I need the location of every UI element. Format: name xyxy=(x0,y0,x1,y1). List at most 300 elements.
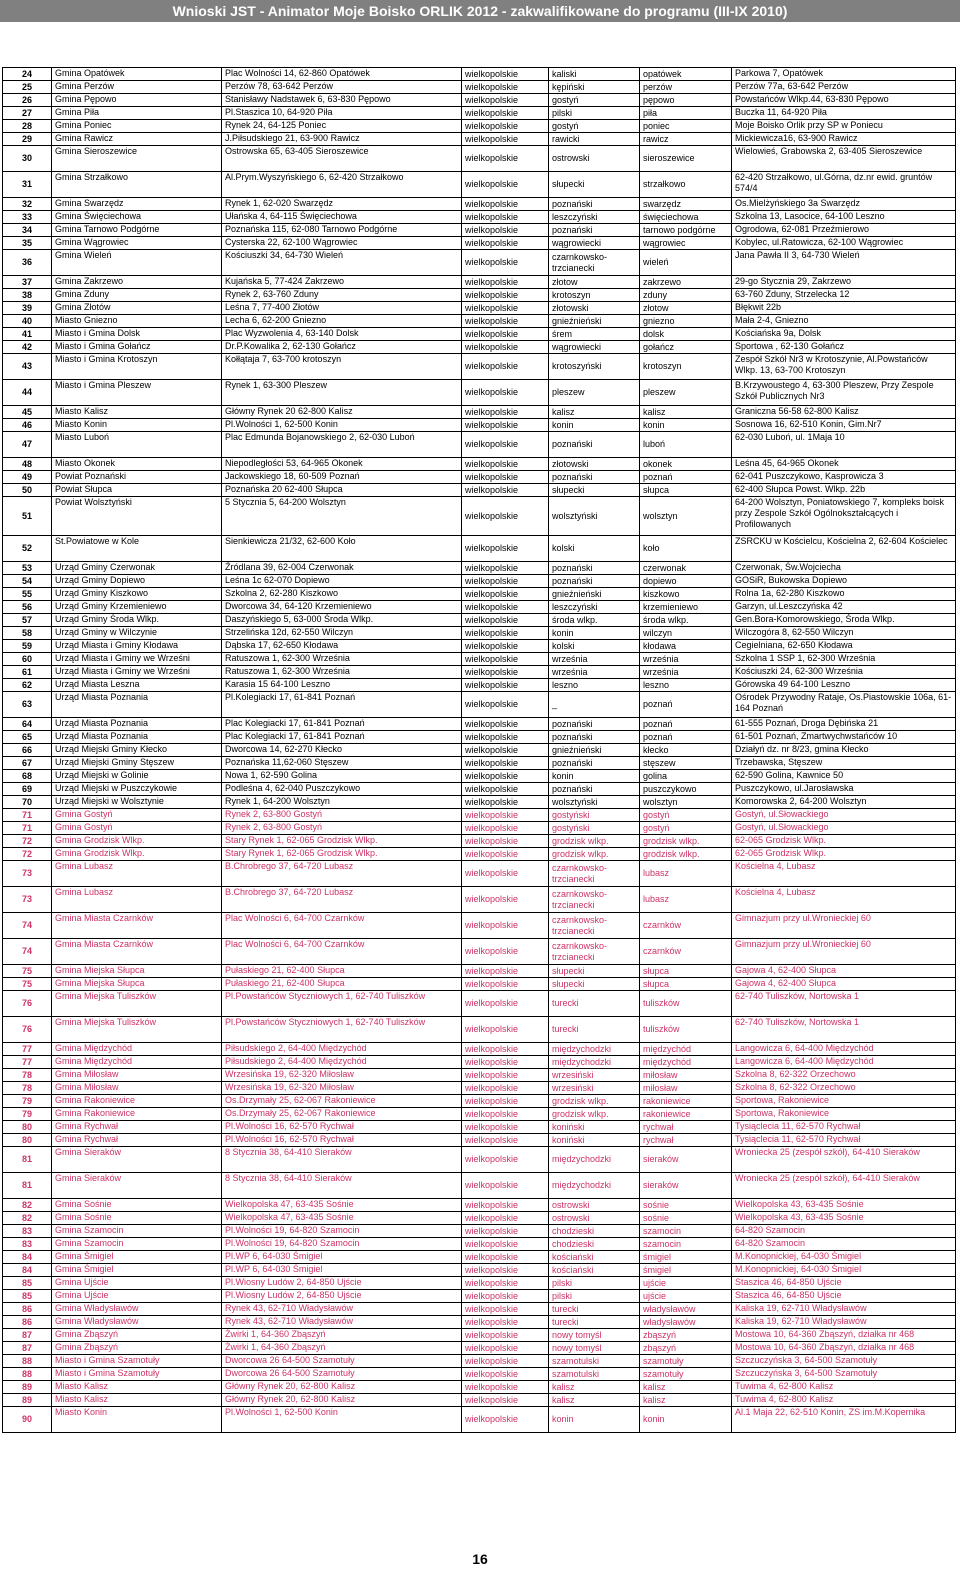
municipality: dopiewo xyxy=(640,575,732,588)
applicant-name: Gmina Sośnie xyxy=(52,1212,222,1225)
applicant-address: Ostrowska 65, 63-405 Sieroszewice xyxy=(222,146,462,172)
county: kalisz xyxy=(549,406,640,419)
pitch-location: Buczka 11, 64-920 Piła xyxy=(732,107,956,120)
county: złotowski xyxy=(549,302,640,315)
row-number: 55 xyxy=(3,588,52,601)
county: turecki xyxy=(549,1303,640,1316)
municipality: rakoniewice xyxy=(640,1095,732,1108)
table-row xyxy=(3,315,956,328)
pitch-location: Wroniecka 25 (zespół szkół), 64-410 Sieraków xyxy=(732,1147,956,1173)
pitch-location: Kaliska 19, 62-710 Władysławów xyxy=(732,1303,956,1316)
applicant-name: Miasto i Gmina Szamotuły xyxy=(52,1368,222,1381)
municipality: puszczykowo xyxy=(640,783,732,796)
table-row xyxy=(3,237,956,250)
table-row xyxy=(3,302,956,315)
table-row xyxy=(3,380,956,406)
row-number: 49 xyxy=(3,471,52,484)
county: poznański xyxy=(549,575,640,588)
county: ostrowski xyxy=(549,1212,640,1225)
row-number: 51 xyxy=(3,497,52,536)
applicant-name: Urząd Gminy Czerwonak xyxy=(52,562,222,575)
municipality: zbąszyń xyxy=(640,1342,732,1355)
applicant-name: Gmina Gostyń xyxy=(52,822,222,835)
municipality: wągrowiec xyxy=(640,237,732,250)
applicant-address: Leśna 1c 62-070 Dopiewo xyxy=(222,575,462,588)
applicant-name: Gmina Miejska Tuliszków xyxy=(52,1017,222,1043)
voivodeship: wielkopolskie xyxy=(462,1407,549,1433)
county: pilski xyxy=(549,1290,640,1303)
voivodeship: wielkopolskie xyxy=(462,1368,549,1381)
county: grodzisk wlkp. xyxy=(549,1095,640,1108)
applicant-address: Stary Rynek 1, 62-065 Grodzisk Wlkp. xyxy=(222,848,462,861)
pitch-location: Langowicza 6, 64-400 Międzychód xyxy=(732,1056,956,1069)
voivodeship: wielkopolskie xyxy=(462,237,549,250)
voivodeship: wielkopolskie xyxy=(462,614,549,627)
row-number: 65 xyxy=(3,731,52,744)
voivodeship: wielkopolskie xyxy=(462,1355,549,1368)
voivodeship: wielkopolskie xyxy=(462,1303,549,1316)
pitch-location: Kaliska 19, 62-710 Władysławów xyxy=(732,1316,956,1329)
row-number: 85 xyxy=(3,1277,52,1290)
applicant-name: Gmina Miłosław xyxy=(52,1069,222,1082)
voivodeship: wielkopolskie xyxy=(462,1316,549,1329)
row-number: 24 xyxy=(3,68,52,81)
applicant-name: Gmina Śmigiel xyxy=(52,1264,222,1277)
county: ostrowski xyxy=(549,146,640,172)
table-row xyxy=(3,146,956,172)
county: międzychodzki xyxy=(549,1056,640,1069)
pitch-location: Parkowa 7, Opatówek xyxy=(732,68,956,81)
row-number: 45 xyxy=(3,406,52,419)
table-row xyxy=(3,94,956,107)
county: pilski xyxy=(549,107,640,120)
municipality: sośnie xyxy=(640,1212,732,1225)
pitch-location: Gimnazjum przy ul.Wronieckiej 60 xyxy=(732,939,956,965)
table-row xyxy=(3,796,956,809)
applicant-name: Urząd Miejski Gminy Stęszew xyxy=(52,757,222,770)
applicant-address: Kołłątaja 7, 63-700 krotoszyn xyxy=(222,354,462,380)
table-row xyxy=(3,1290,956,1303)
applicant-name: Gmina Lubasz xyxy=(52,861,222,887)
applicant-address: Pl.Staszica 10, 64-920 Piła xyxy=(222,107,462,120)
applicant-address: Stanisławy Nadstawek 6, 63-830 Pępowo xyxy=(222,94,462,107)
municipality: rakoniewice xyxy=(640,1108,732,1121)
pitch-location: GOSiR, Bukowska Dopiewo xyxy=(732,575,956,588)
voivodeship: wielkopolskie xyxy=(462,1121,549,1134)
applicant-name: Gmina Sieroszewice xyxy=(52,146,222,172)
applicant-address: Rynek 43, 62-710 Władysławów xyxy=(222,1316,462,1329)
applicant-address: Rynek 1, 62-020 Swarzędz xyxy=(222,198,462,211)
table-row xyxy=(3,341,956,354)
applicant-name: Gmina Tarnowo Podgórne xyxy=(52,224,222,237)
pitch-location: Komorowska 2, 64-200 Wolsztyn xyxy=(732,796,956,809)
pitch-location: Sportowa, Rakoniewice xyxy=(732,1108,956,1121)
county: wrzesiński xyxy=(549,1082,640,1095)
row-number: 38 xyxy=(3,289,52,302)
applicant-address: Żwirki 1, 64-360 Zbąszyń xyxy=(222,1329,462,1342)
applicant-name: Gmina Śmigiel xyxy=(52,1251,222,1264)
table-row xyxy=(3,601,956,614)
row-number: 37 xyxy=(3,276,52,289)
applicant-name: Urząd Miasta i Gminy we Wrześni xyxy=(52,653,222,666)
municipality: poznań xyxy=(640,718,732,731)
voivodeship: wielkopolskie xyxy=(462,744,549,757)
table-row xyxy=(3,1108,956,1121)
table-row xyxy=(3,406,956,419)
voivodeship: wielkopolskie xyxy=(462,146,549,172)
applicant-address: Plac Kolegiacki 17, 61-841 Poznań xyxy=(222,731,462,744)
table-row xyxy=(3,1199,956,1212)
row-number: 59 xyxy=(3,640,52,653)
municipality: krzemieniewo xyxy=(640,601,732,614)
row-number: 82 xyxy=(3,1199,52,1212)
table-row xyxy=(3,1017,956,1043)
municipality: rawicz xyxy=(640,133,732,146)
municipality: sieraków xyxy=(640,1173,732,1199)
municipality: pleszew xyxy=(640,380,732,406)
table-row xyxy=(3,627,956,640)
row-number: 77 xyxy=(3,1043,52,1056)
applicant-name: Gmina Miejska Słupca xyxy=(52,965,222,978)
municipality: wilczyn xyxy=(640,627,732,640)
table-row xyxy=(3,1134,956,1147)
municipality: szamocin xyxy=(640,1238,732,1251)
table-row xyxy=(3,1316,956,1329)
applications-table xyxy=(2,67,956,1433)
applicant-address: Dworcowa 26 64-500 Szamotuły xyxy=(222,1368,462,1381)
row-number: 74 xyxy=(3,913,52,939)
pitch-location: 64-820 Szamocin xyxy=(732,1238,956,1251)
applicant-name: Gmina Władysławów xyxy=(52,1316,222,1329)
municipality: kłodawa xyxy=(640,640,732,653)
applicant-address: Pułaskiego 21, 62-400 Słupca xyxy=(222,965,462,978)
row-number: 73 xyxy=(3,887,52,913)
pitch-location: 63-760 Zduny, Strzelecka 12 xyxy=(732,289,956,302)
applicant-address: Plac Wolności 14, 62-860 Opatówek xyxy=(222,68,462,81)
county: grodzisk wlkp. xyxy=(549,1108,640,1121)
voivodeship: wielkopolskie xyxy=(462,1199,549,1212)
row-number: 79 xyxy=(3,1108,52,1121)
voivodeship: wielkopolskie xyxy=(462,1225,549,1238)
table-row xyxy=(3,692,956,718)
county: poznański xyxy=(549,432,640,458)
row-number: 83 xyxy=(3,1225,52,1238)
table-row xyxy=(3,81,956,94)
voivodeship: wielkopolskie xyxy=(462,1082,549,1095)
municipality: swarzędz xyxy=(640,198,732,211)
county: turecki xyxy=(549,991,640,1017)
applicant-name: Urząd Miasta i Gminy we Wrześni xyxy=(52,666,222,679)
voivodeship: wielkopolskie xyxy=(462,653,549,666)
row-number: 73 xyxy=(3,861,52,887)
county: kalisz xyxy=(549,1381,640,1394)
applicant-address: Ratuszowa 1, 62-300 Września xyxy=(222,653,462,666)
table-row xyxy=(3,822,956,835)
municipality: grodzisk wlkp. xyxy=(640,848,732,861)
county: nowy tomyśl xyxy=(549,1342,640,1355)
voivodeship: wielkopolskie xyxy=(462,978,549,991)
applicant-name: Gmina Rakoniewice xyxy=(52,1108,222,1121)
applicant-address: Wrzesińska 19, 62-320 Miłosław xyxy=(222,1069,462,1082)
applicant-address: 8 Stycznia 38, 64-410 Sieraków xyxy=(222,1173,462,1199)
county: wągrowiecki xyxy=(549,237,640,250)
applicant-address: Pl.WP 6, 64-030 Śmigiel xyxy=(222,1264,462,1277)
applicant-address: B.Chrobrego 37, 64-720 Lubasz xyxy=(222,887,462,913)
pitch-location: Powstańców Wlkp.44, 63-830 Pępowo xyxy=(732,94,956,107)
row-number: 61 xyxy=(3,666,52,679)
voivodeship: wielkopolskie xyxy=(462,1238,549,1251)
applicant-address: Rynek 2, 63-800 Gostyń xyxy=(222,809,462,822)
voivodeship: wielkopolskie xyxy=(462,770,549,783)
municipality: rychwał xyxy=(640,1134,732,1147)
applicant-name: Gmina Rakoniewice xyxy=(52,1095,222,1108)
voivodeship: wielkopolskie xyxy=(462,692,549,718)
applicant-name: Gmina Zbąszyń xyxy=(52,1342,222,1355)
pitch-location: Kościańska 9a, Dolsk xyxy=(732,328,956,341)
municipality: tuliszków xyxy=(640,991,732,1017)
municipality: zbąszyń xyxy=(640,1329,732,1342)
applicant-name: Gmina Grodzisk Wlkp. xyxy=(52,835,222,848)
pitch-location: Tysiąclecia 11, 62-570 Rychwał xyxy=(732,1121,956,1134)
pitch-location: Gimnazjum przy ul.Wronieckiej 60 xyxy=(732,913,956,939)
applicant-name: Miasto i Gmina Pleszew xyxy=(52,380,222,406)
applicant-address: Strzelińska 12d, 62-550 Wilczyn xyxy=(222,627,462,640)
applicant-address: Plac Edmunda Bojanowskiego 2, 62-030 Luboń xyxy=(222,432,462,458)
pitch-location: 64-820 Szamocin xyxy=(732,1225,956,1238)
pitch-location: Mostowa 10, 64-360 Zbąszyń, działka nr 468 xyxy=(732,1342,956,1355)
table-row xyxy=(3,1368,956,1381)
row-number: 40 xyxy=(3,315,52,328)
municipality: kalisz xyxy=(640,1394,732,1407)
applicant-address: J.Piłsudskiego 21, 63-900 Rawicz xyxy=(222,133,462,146)
pitch-location: 29-go Stycznia 29, Zakrzewo xyxy=(732,276,956,289)
applicant-name: Gmina Miejska Tuliszków xyxy=(52,991,222,1017)
row-number: 78 xyxy=(3,1069,52,1082)
voivodeship: wielkopolskie xyxy=(462,1277,549,1290)
applicant-name: Urząd Gminy Kiszkowo xyxy=(52,588,222,601)
applicant-address: Kościuszki 34, 64-730 Wieleń xyxy=(222,250,462,276)
applicant-address: Daszyńskiego 5, 63-000 Środa Wlkp. xyxy=(222,614,462,627)
voivodeship: wielkopolskie xyxy=(462,1043,549,1056)
table-row xyxy=(3,1342,956,1355)
applicant-address: Karasia 15 64-100 Leszno xyxy=(222,679,462,692)
table-row xyxy=(3,1043,956,1056)
row-number: 81 xyxy=(3,1147,52,1173)
pitch-location: Szczuczyńska 3, 64-500 Szamotuły xyxy=(732,1355,956,1368)
applicant-name: Miasto Kalisz xyxy=(52,406,222,419)
county: konin xyxy=(549,770,640,783)
pitch-location: Mickiewicza16, 63-900 Rawicz xyxy=(732,133,956,146)
voivodeship: wielkopolskie xyxy=(462,198,549,211)
row-number: 53 xyxy=(3,562,52,575)
applicant-address: Cysterska 22, 62-100 Wągrowiec xyxy=(222,237,462,250)
municipality: konin xyxy=(640,419,732,432)
county: poznański xyxy=(549,562,640,575)
applicant-address: Główny Rynek 20, 62-800 Kalisz xyxy=(222,1381,462,1394)
voivodeship: wielkopolskie xyxy=(462,133,549,146)
table-row xyxy=(3,224,956,237)
table-row xyxy=(3,965,956,978)
voivodeship: wielkopolskie xyxy=(462,419,549,432)
table-row xyxy=(3,276,956,289)
pitch-location: Czerwonak, Św.Wojciecha xyxy=(732,562,956,575)
pitch-location: Graniczna 56-58 62-800 Kalisz xyxy=(732,406,956,419)
applicant-address: Pl.Wolności 19, 64-820 Szamocin xyxy=(222,1238,462,1251)
pitch-location: 62-740 Tuliszków, Nortowska 1 xyxy=(732,991,956,1017)
county: turecki xyxy=(549,1017,640,1043)
table-row xyxy=(3,1212,956,1225)
pitch-location: 61-501 Poznań, Zmartwychwstańców 10 xyxy=(732,731,956,744)
municipality: stęszew xyxy=(640,757,732,770)
pitch-location: 62-065 Grodzisk Wlkp. xyxy=(732,848,956,861)
applicant-name: Powiat Wolsztyński xyxy=(52,497,222,536)
pitch-location: Wielowieś, Grabowska 2, 63-405 Sieroszewice xyxy=(732,146,956,172)
municipality: środa wlkp. xyxy=(640,614,732,627)
county: czarnkowsko-trzcianecki xyxy=(549,939,640,965)
applicant-address: Szkolna 2, 62-280 Kiszkowo xyxy=(222,588,462,601)
table-row xyxy=(3,354,956,380)
applicant-address: Plac Wolności 6, 64-700 Czarnków xyxy=(222,913,462,939)
voivodeship: wielkopolskie xyxy=(462,887,549,913)
table-row xyxy=(3,484,956,497)
county: gostyński xyxy=(549,809,640,822)
municipality: poznań xyxy=(640,731,732,744)
pitch-location: Garzyn, ul.Leszczyńska 42 xyxy=(732,601,956,614)
applicant-name: Miasto Konin xyxy=(52,419,222,432)
row-number: 74 xyxy=(3,939,52,965)
voivodeship: wielkopolskie xyxy=(462,81,549,94)
table-row xyxy=(3,419,956,432)
county: międzychodzki xyxy=(549,1043,640,1056)
voivodeship: wielkopolskie xyxy=(462,1147,549,1173)
applicant-name: Gmina Szamocin xyxy=(52,1238,222,1251)
municipality: golina xyxy=(640,770,732,783)
county: gnieźnieński xyxy=(549,588,640,601)
applicant-name: Miasto Kalisz xyxy=(52,1381,222,1394)
voivodeship: wielkopolskie xyxy=(462,1069,549,1082)
row-number: 27 xyxy=(3,107,52,120)
row-number: 66 xyxy=(3,744,52,757)
row-number: 52 xyxy=(3,536,52,562)
pitch-location: Rolna 1a, 62-280 Kiszkowo xyxy=(732,588,956,601)
county: września xyxy=(549,653,640,666)
applicant-address: Leśna 7, 77-400 Złotów xyxy=(222,302,462,315)
applicant-name: Gmina Piła xyxy=(52,107,222,120)
applicant-name: Miasto i Gmina Krotoszyn xyxy=(52,354,222,380)
applicant-name: Urząd Miejski w Golinie xyxy=(52,770,222,783)
pitch-location: M.Konopnickiej, 64-030 Śmigiel xyxy=(732,1264,956,1277)
table-row xyxy=(3,939,956,965)
pitch-location: Szkolna 8, 62-322 Orzechowo xyxy=(732,1069,956,1082)
table-row xyxy=(3,250,956,276)
municipality: śmigiel xyxy=(640,1264,732,1277)
table-row xyxy=(3,497,956,536)
county: konin xyxy=(549,419,640,432)
applicant-name: Gmina Rychwał xyxy=(52,1121,222,1134)
row-number: 39 xyxy=(3,302,52,315)
voivodeship: wielkopolskie xyxy=(462,991,549,1017)
applicant-name: Urząd Miejski w Wolsztynie xyxy=(52,796,222,809)
pitch-location: B.Krzywoustego 4, 63-300 Pleszew, Przy Zespole Szkół Publicznych Nr3 xyxy=(732,380,956,406)
pitch-location: Kościuszki 24, 62-300 Września xyxy=(732,666,956,679)
applicant-name: Powiat Słupca xyxy=(52,484,222,497)
pitch-location: 64-200 Wolsztyn, Poniatowskiego 7, kompleks boisk przy Zespole Szkół Ogólnokształcących i Profilowanych xyxy=(732,497,956,536)
table-row xyxy=(3,1264,956,1277)
county: słupecki xyxy=(549,172,640,198)
municipality: opatówek xyxy=(640,68,732,81)
applicant-name: Urząd Gminy w Wilczynie xyxy=(52,627,222,640)
county: słupecki xyxy=(549,965,640,978)
voivodeship: wielkopolskie xyxy=(462,1342,549,1355)
county: konin xyxy=(549,1407,640,1433)
applicant-address: Wrzesińska 19, 62-320 Miłosław xyxy=(222,1082,462,1095)
table-row xyxy=(3,432,956,458)
applicant-address: Plac Wyzwolenia 4, 63-140 Dolsk xyxy=(222,328,462,341)
applicant-name: Gmina Miejska Słupca xyxy=(52,978,222,991)
table-row xyxy=(3,1407,956,1433)
row-number: 89 xyxy=(3,1381,52,1394)
row-number: 31 xyxy=(3,172,52,198)
applicant-address: Al.Prym.Wyszyńskiego 6, 62-420 Strzałkowo xyxy=(222,172,462,198)
row-number: 46 xyxy=(3,419,52,432)
municipality: strzałkowo xyxy=(640,172,732,198)
municipality: święciechowa xyxy=(640,211,732,224)
applicant-name: Gmina Szamocin xyxy=(52,1225,222,1238)
applicant-name: Urząd Gminy Środa Wlkp. xyxy=(52,614,222,627)
applicant-name: Gmina Perzów xyxy=(52,81,222,94)
applicant-name: Gmina Międzychód xyxy=(52,1056,222,1069)
pitch-location: 62-030 Luboń, ul. 1Maja 10 xyxy=(732,432,956,458)
pitch-location: ZSRCKU w Kościelcu, Kościelna 2, 62-604 Kościelec xyxy=(732,536,956,562)
voivodeship: wielkopolskie xyxy=(462,1056,549,1069)
municipality: złotow xyxy=(640,302,732,315)
pitch-location: M.Konopnickiej, 64-030 Śmigiel xyxy=(732,1251,956,1264)
row-number: 70 xyxy=(3,796,52,809)
county: pleszew xyxy=(549,380,640,406)
table-row xyxy=(3,913,956,939)
county: nowy tomyśl xyxy=(549,1329,640,1342)
municipality: poniec xyxy=(640,120,732,133)
table-row xyxy=(3,1394,956,1407)
voivodeship: wielkopolskie xyxy=(462,1017,549,1043)
applicant-address: Poznańska 115, 62-080 Tarnowo Podgórne xyxy=(222,224,462,237)
voivodeship: wielkopolskie xyxy=(462,484,549,497)
applicant-name: Miasto Okonek xyxy=(52,458,222,471)
row-number: 78 xyxy=(3,1082,52,1095)
municipality: czarnków xyxy=(640,913,732,939)
pitch-location: Gajowa 4, 62-400 Słupca xyxy=(732,978,956,991)
applicant-address: Ratuszowa 1, 62-300 Września xyxy=(222,666,462,679)
municipality: słupca xyxy=(640,965,732,978)
pitch-location: 62-420 Strzałkowo, ul.Górna, dz.nr ewid. gruntów 574/4 xyxy=(732,172,956,198)
county: słupecki xyxy=(549,484,640,497)
applicant-name: Miasto Luboń xyxy=(52,432,222,458)
voivodeship: wielkopolskie xyxy=(462,354,549,380)
county: kępiński xyxy=(549,81,640,94)
row-number: 34 xyxy=(3,224,52,237)
county: poznański xyxy=(549,718,640,731)
pitch-location: 61-555 Poznań, Droga Dębińska 21 xyxy=(732,718,956,731)
voivodeship: wielkopolskie xyxy=(462,497,549,536)
municipality: kłecko xyxy=(640,744,732,757)
applicant-address: Dworcowa 26 64-500 Szamotuły xyxy=(222,1355,462,1368)
county: czarnkowsko-trzcianecki xyxy=(549,250,640,276)
county: ostrowski xyxy=(549,1199,640,1212)
voivodeship: wielkopolskie xyxy=(462,1212,549,1225)
table-row xyxy=(3,289,956,302)
county: poznański xyxy=(549,783,640,796)
table-row xyxy=(3,614,956,627)
